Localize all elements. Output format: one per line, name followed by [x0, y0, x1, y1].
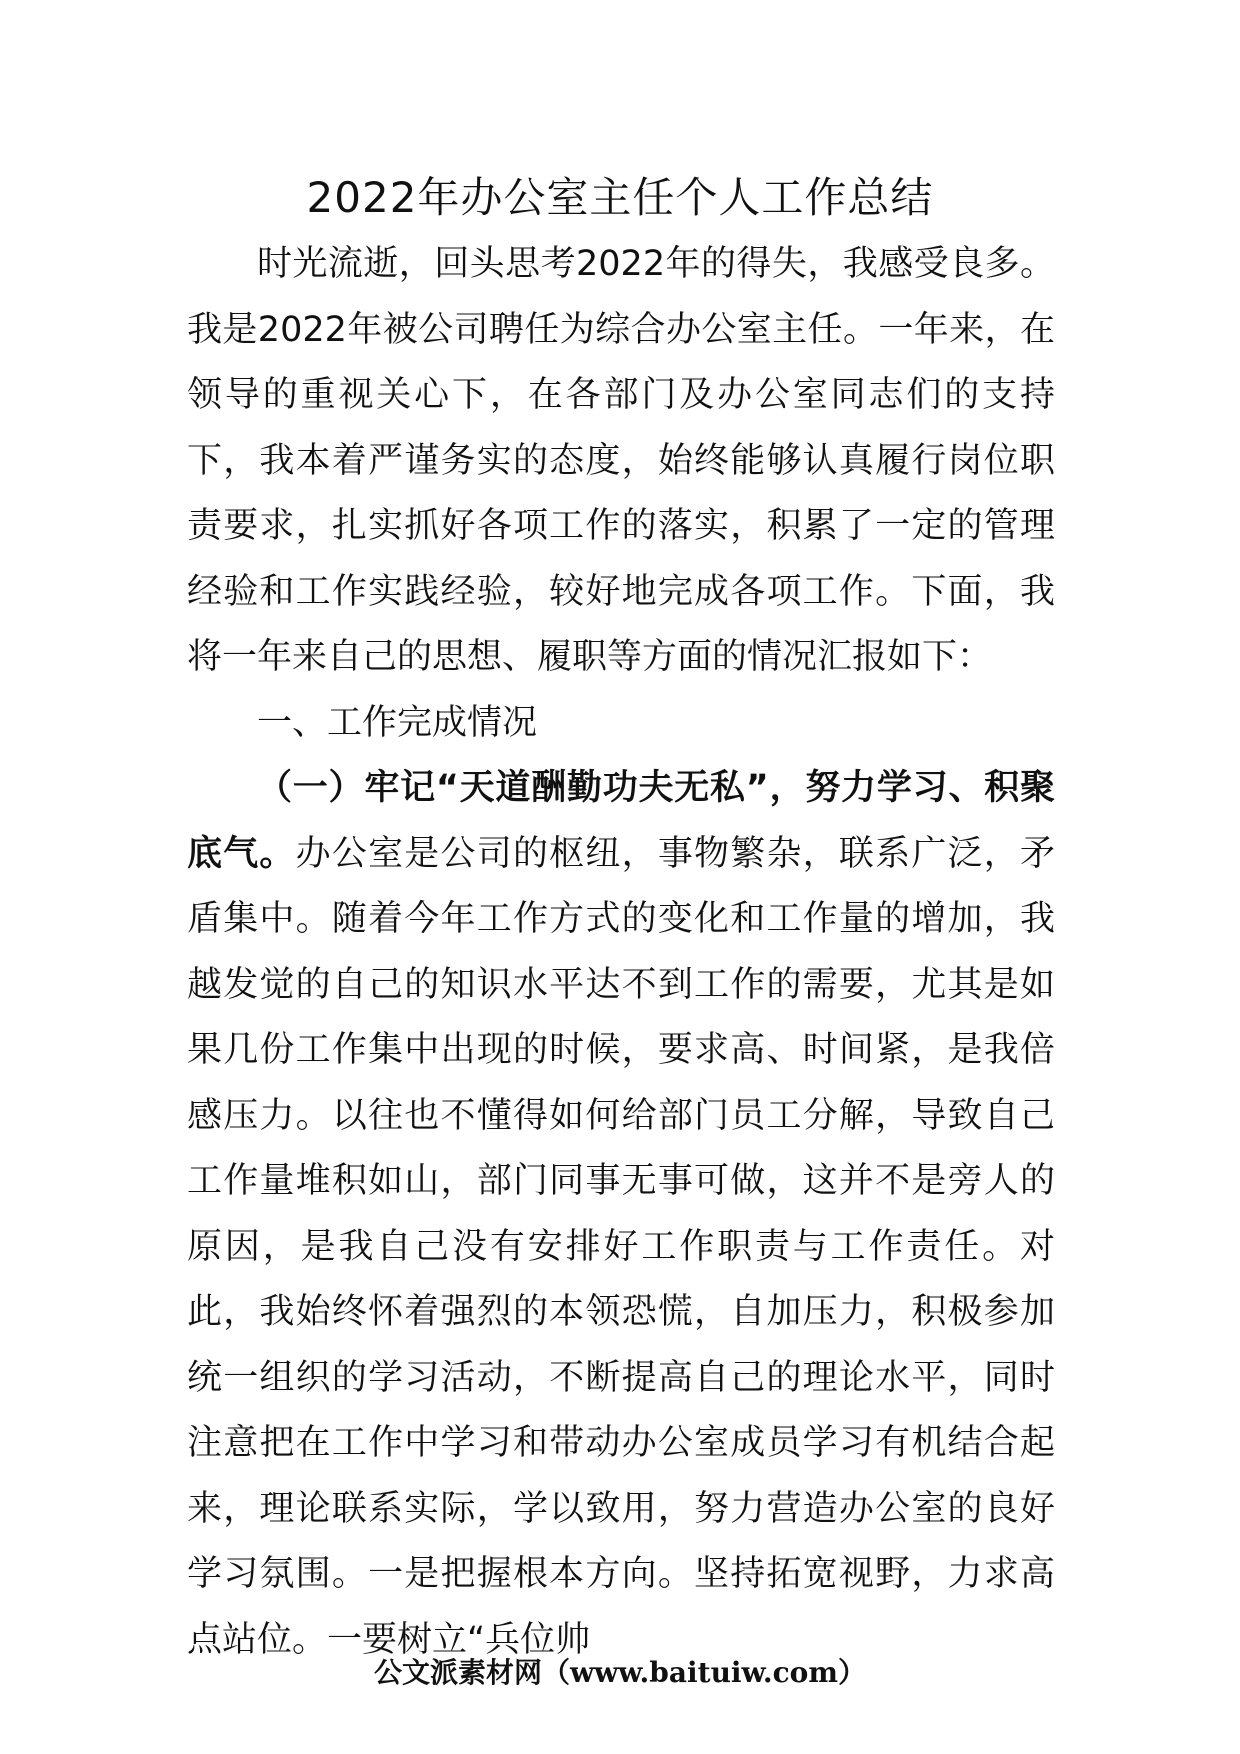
- document-body: [187, 232, 1055, 1673]
- subsection-paragraph: [187, 756, 1055, 1673]
- watermark-footer: 公文派素材网（www.baituiw.com）: [374, 1656, 866, 1689]
- section-heading: 一、工作完成情况: [257, 702, 538, 743]
- document-title: 2022年办公室主任个人工作总结: [306, 173, 934, 222]
- subsection-heading: （一）牢记“天道酬勤功夫无私”，努力学习、积聚底气。: [187, 768, 1055, 874]
- subsection-body: 办公室是公司的枢纽，事物繁杂，联系广泛，矛盾集中。随着今年工作方式的变化和工作量的增加，我越发觉的自己的知识水平达不到工作的需要，尤其是如果几份工作集中出现的时候，要求高、时间紧，是我倍感压力。以往也不懂得如何给部门员工分解，导致自己工作量堆积如山，部门同事无事可做，这并不是旁人的原因，是我自己没有安排好工作职责与工作责任。对此，我始终怀着强烈的本领恐慌，自加压力，积极参加统一组织的学习活动，不断提高自己的理论水平，同时注意把在工作中学习和带动办公室成员学习有机结合起来，理论联系实际，学以致用，努力营造办公室的良好学习氛围。一是把握根本方向。坚持拓宽视野，力求高点站位。一要树立“兵位帅: [187, 833, 1055, 1660]
- intro-paragraph: 时光流逝，回头思考2022年的得失，我感受良多。我是2022年被公司聘任为综合办公室主任。一年来，在领导的重视关心下，在各部门及办公室同志们的支持下，我本着严谨务实的态度，始终能够认真履行岗位职责要求，扎实抓好各项工作的落实，积累了一定的管理经验和工作实践经验，较好地完成各项工作。下面，我将一年来自己的思想、履职等方面的情况汇报如下：: [187, 244, 1055, 677]
